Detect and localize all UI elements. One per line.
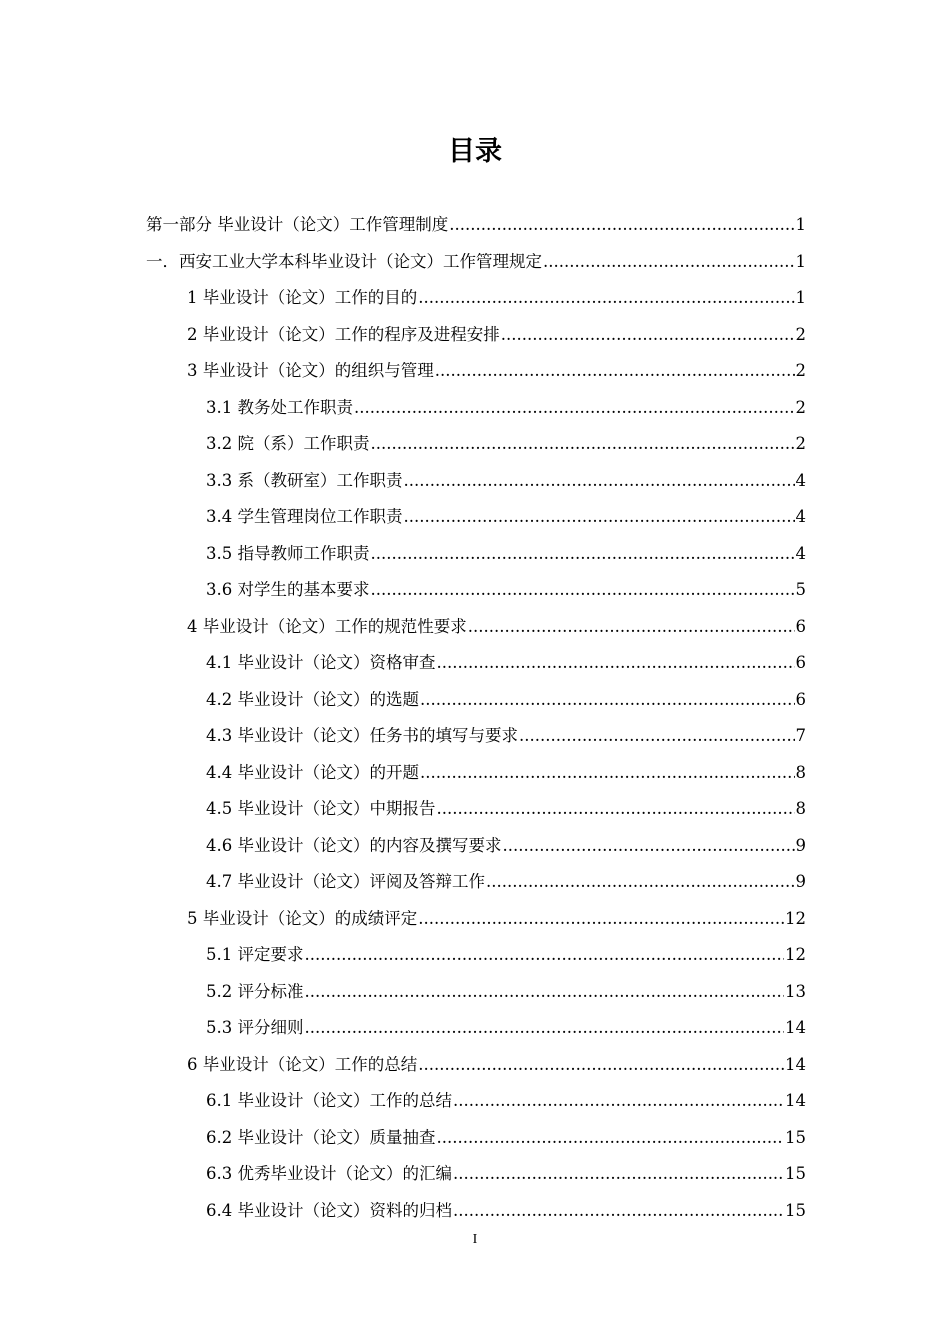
toc-entry-page: 9 [795,835,806,855]
toc-entry-label: 3 毕业设计（论文）的组织与管理 [187,361,434,380]
toc-entry-label: 一．西安工业大学本科毕业设计（论文）工作管理规定 [146,251,542,271]
toc-entry-page: 6 [795,689,806,709]
toc-entry[interactable] [206,828,806,864]
toc-dot-leader [437,791,795,827]
toc-dot-leader [543,244,795,280]
toc-entry-page: 12 [785,908,806,928]
toc-dot-leader [437,645,795,681]
toc-entry-page: 4 [795,470,806,490]
toc-entry[interactable] [187,1047,806,1083]
toc-entry-label: 5.3 评分细则 [206,1018,304,1037]
toc-entry-page: 15 [785,1127,806,1147]
toc-entry-label: 4.1 毕业设计（论文）资格审查 [206,653,436,672]
toc-dot-leader [371,536,795,572]
toc-entry-label: 3.3 系（教研室）工作职责 [206,470,403,490]
toc-entry[interactable] [206,682,806,718]
page-number: I [472,1232,478,1247]
toc-entry-page: 2 [795,434,806,453]
toc-entry[interactable] [206,1120,806,1156]
toc-entry-label: 第一部分 毕业设计（论文）工作管理制度 [146,215,449,234]
toc-entry-page: 4 [795,507,806,526]
toc-entry-label: 6.2 毕业设计（论文）质量抽查 [206,1127,436,1147]
toc-entry[interactable] [206,1193,806,1229]
toc-entry-label: 5.1 评定要求 [206,945,304,964]
toc-entry[interactable] [187,280,806,316]
toc-dot-leader [437,1120,785,1156]
toc-entry-page: 8 [795,762,806,782]
toc-entry[interactable] [206,1083,806,1119]
toc-entry-page: 1 [795,215,806,234]
toc-entry-page: 2 [795,397,806,417]
toc-dot-leader [305,1010,785,1046]
toc-entry[interactable] [206,1010,806,1046]
toc-entry[interactable] [206,536,806,572]
toc-entry-page: 7 [795,726,806,745]
toc-dot-leader [418,1047,784,1083]
toc-dot-leader [420,755,795,791]
toc-entry-page: 12 [785,945,806,964]
toc-entry[interactable] [187,901,806,937]
toc-entry-label: 5 毕业设计（论文）的成绩评定 [187,908,418,928]
toc-entry[interactable] [206,974,806,1010]
toc-entry-page: 2 [795,361,806,380]
toc-entry-page: 14 [785,1054,806,1074]
toc-entry-label: 4.5 毕业设计（论文）中期报告 [206,799,436,818]
toc-entry[interactable] [146,207,806,243]
toc-entry[interactable] [187,317,806,353]
toc-dot-leader [354,390,795,426]
toc-entry-label: 2 毕业设计（论文）工作的程序及进程安排 [187,324,500,344]
toc-dot-leader [519,718,795,754]
toc-entry-page: 15 [785,1164,806,1183]
toc-entry-page: 14 [785,1091,806,1110]
toc-entry-page: 4 [795,543,806,563]
toc-entry-label: 4 毕业设计（论文）工作的规范性要求 [187,616,467,636]
toc-dot-leader [435,353,795,389]
toc-entry-label: 5.2 评分标准 [206,981,304,1001]
toc-entry-label: 4.2 毕业设计（论文）的选题 [206,689,419,709]
toc-entry-label: 4.6 毕业设计（论文）的内容及撰写要求 [206,835,502,855]
toc-entry-label: 3.5 指导教师工作职责 [206,543,370,563]
toc-entry[interactable] [187,609,806,645]
toc-dot-leader [453,1156,784,1192]
toc-entry[interactable] [146,244,806,280]
toc-entry-label: 3.6 对学生的基本要求 [206,580,370,599]
toc-entry[interactable] [206,572,806,608]
toc-dot-leader [453,1193,784,1229]
toc-entry-page: 5 [795,580,806,599]
toc-dot-leader [305,937,785,973]
toc-entry[interactable] [206,463,806,499]
toc-entry[interactable] [187,353,806,389]
toc-entry-page: 8 [795,799,806,818]
toc-entry-page: 14 [785,1018,806,1037]
toc-dot-leader [420,682,795,718]
toc-entry-label: 4.3 毕业设计（论文）任务书的填写与要求 [206,726,518,745]
toc-entry-page: 2 [795,324,806,344]
toc-dot-leader [305,974,785,1010]
toc-entry[interactable] [206,499,806,535]
toc-dot-leader [371,572,795,608]
toc-entry-label: 3.2 院（系）工作职责 [206,434,370,453]
toc-entry-page: 9 [795,872,806,891]
toc-entry-page: 13 [785,981,806,1001]
toc-entry[interactable] [206,864,806,900]
toc-dot-leader [404,499,795,535]
toc-entry[interactable] [206,645,806,681]
toc-entry-label: 3.4 学生管理岗位工作职责 [206,507,403,526]
toc-entry-label: 1 毕业设计（论文）工作的目的 [187,288,418,307]
toc-entry[interactable] [206,426,806,462]
toc-entry[interactable] [206,791,806,827]
toc-entry-page: 1 [795,251,806,271]
toc-dot-leader [503,828,795,864]
toc-entry[interactable] [206,937,806,973]
toc-dot-leader [486,864,795,900]
toc-entry-label: 6.1 毕业设计（论文）工作的总结 [206,1091,452,1110]
toc-dot-leader [449,207,794,243]
toc-entry-label: 6.4 毕业设计（论文）资料的归档 [206,1200,452,1220]
toc-entry[interactable] [206,390,806,426]
toc-entry-label: 6 毕业设计（论文）工作的总结 [187,1054,418,1074]
toc-dot-leader [501,317,795,353]
toc-entry-page: 6 [795,653,806,672]
toc-dot-leader [418,280,794,316]
toc-entry[interactable] [206,755,806,791]
toc-dot-leader [453,1083,784,1119]
toc-entry[interactable] [206,718,806,754]
toc-entry-page: 6 [795,616,806,636]
toc-dot-leader [418,901,784,937]
page-title: 目录 [448,136,502,167]
toc-entry-label: 6.3 优秀毕业设计（论文）的汇编 [206,1164,452,1183]
toc-dot-leader [371,426,795,462]
toc-dot-leader [404,463,795,499]
toc-entry-page: 15 [785,1200,806,1220]
toc-dot-leader [468,609,795,645]
toc-entry-label: 4.4 毕业设计（论文）的开题 [206,762,419,782]
toc-entry-page: 1 [795,288,806,307]
toc-entry-label: 4.7 毕业设计（论文）评阅及答辩工作 [206,872,485,891]
toc-entry-label: 3.1 教务处工作职责 [206,397,353,417]
toc-entry[interactable] [206,1156,806,1192]
